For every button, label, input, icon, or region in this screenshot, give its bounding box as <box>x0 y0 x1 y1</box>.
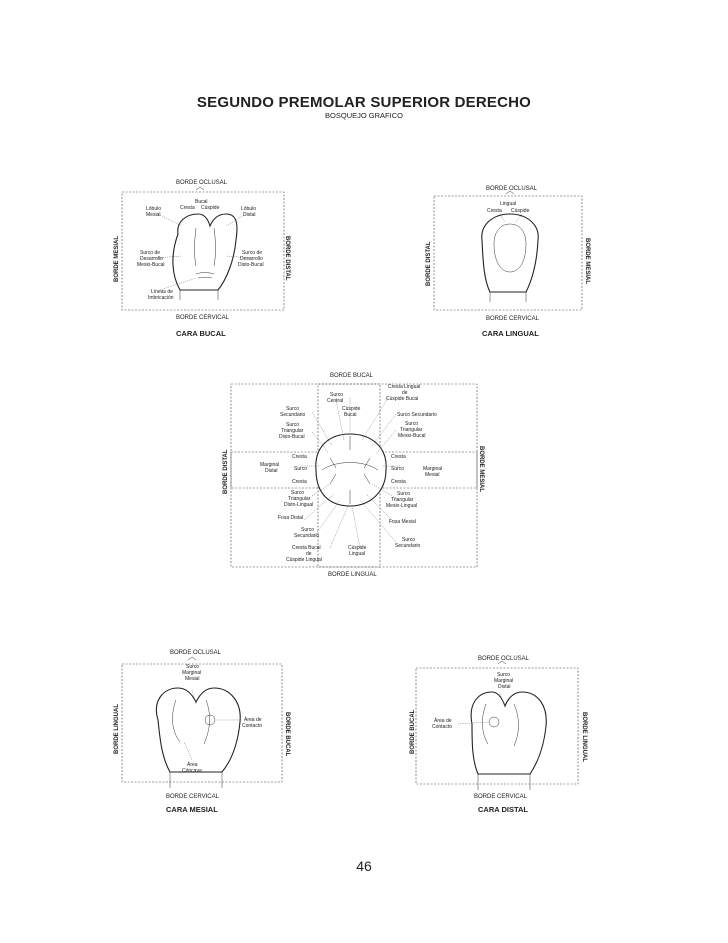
oclusal-label-surco-tri-mb-1: Surco <box>405 421 419 427</box>
oclusal-label-surco-tri-dl-3: Disto-Lingual <box>284 502 314 508</box>
oclusal-right-label: BORDE MESIAL <box>478 446 484 493</box>
bucal-label-cuspide: Cúspide <box>201 205 220 211</box>
mesial-crown <box>156 688 240 772</box>
lingual-crown <box>482 214 538 292</box>
oclusal-label-surco-central-1: Surco <box>330 392 344 398</box>
oclusal-label-fosa-mesial: Fosa Mesial <box>389 519 416 525</box>
oclusal-label-surco-l: Surco <box>294 466 308 472</box>
distal-caption: CARA DISTAL <box>478 805 528 814</box>
oclusal-label-surco-sec-br1: Surco <box>402 537 416 543</box>
distal-right-label: BORDE LINGUAL <box>581 712 587 762</box>
oclusal-label-surco-tri-db-2: Triangular <box>281 428 304 434</box>
mesial-view <box>114 650 290 814</box>
oclusal-label-cresta-bucal-1: Cresta Bucal <box>292 545 321 551</box>
mesial-right-label: BORDE BUCAL <box>284 712 290 757</box>
mesial-bottom-label: BORDE CERVICAL <box>166 794 219 800</box>
oclusal-label-surco-sec-l1: Surco <box>286 406 300 412</box>
bucal-label-surco-mb-3: Mesio-Bucal <box>137 262 165 268</box>
mesial-label-area-2: Contacto <box>242 723 263 729</box>
page-title: SEGUNDO PREMOLAR SUPERIOR DERECHO <box>196 94 532 111</box>
bucal-label-lobulo-distal-2: Distal <box>243 212 256 218</box>
oclusal-label-cuspide-bucal-1: Cúspide <box>342 406 361 412</box>
oclusal-label-marginal-distal-1: Marginal <box>260 462 280 468</box>
distal-root <box>478 774 530 790</box>
oclusal-label-cuspide-lingual-2: Lingual <box>349 551 366 557</box>
lingual-label-cresta: Cresta <box>487 208 502 214</box>
bucal-crown <box>173 214 237 290</box>
oclusal-label-cresta-bucal-3: Cúspide Lingual <box>286 557 322 563</box>
oclusal-label-surco-sec-b2: Secundario <box>294 533 320 539</box>
oclusal-label-cuspide-lingual-1: Cúspide <box>348 545 367 551</box>
distal-label-area-1: Área de <box>434 718 452 724</box>
bucal-label-lobulo-mesial-1: Lóbulo <box>146 206 162 212</box>
distal-bottom-label: BORDE CERVICAL <box>474 794 527 800</box>
lingual-bottom-label: BORDE CERVICAL <box>486 316 539 322</box>
bucal-label-surco-db-1: Surco de <box>242 250 263 256</box>
oclusal-label-cresta-l2: Cresta <box>292 479 307 485</box>
distal-view <box>410 656 587 814</box>
mesial-label-concava-2: Cóncava <box>182 768 202 774</box>
oclusal-label-cresta-r2: Cresta <box>391 479 406 485</box>
oclusal-label-surco-tri-dl-2: Triangular <box>288 496 311 502</box>
oclusal-label-surco-tri-db-3: Disto-Bucal <box>279 434 305 440</box>
mesial-top-brace <box>188 657 196 660</box>
oclusal-label-surco-sec-l2: Secundario <box>280 412 306 418</box>
mesial-left-label: BORDE LINGUAL <box>114 704 120 754</box>
bucal-label-lobulo-distal-1: Lóbulo <box>241 206 257 212</box>
mesial-label-area-1: Área de <box>244 717 262 723</box>
lingual-top-label: BORDE OCLUSAL <box>486 186 538 192</box>
bucal-caption: CARA BUCAL <box>176 329 226 338</box>
oclusal-label-surco-r: Surco <box>391 466 405 472</box>
oclusal-label-marginal-distal-2: Distal <box>265 468 278 474</box>
bucal-label-bucal: Bucal <box>195 199 208 205</box>
mesial-top-label: BORDE OCLUSAL <box>170 650 222 656</box>
oclusal-view <box>223 373 484 578</box>
oclusal-label-cresta-lingual-3: Cúspide Bucal <box>386 396 419 402</box>
bucal-label-lobulo-mesial-2: Mesial <box>146 212 161 218</box>
distal-label-surco-3: Distal <box>498 684 511 690</box>
mesial-label-surco-1: Surco <box>186 664 200 670</box>
bucal-bottom-label: BORDE CERVICAL <box>176 315 229 321</box>
mesial-label-surco-3: Mesial <box>185 676 200 682</box>
distal-crown <box>471 692 546 774</box>
oclusal-label-marginal-mesial-2: Mesial <box>425 472 440 478</box>
bucal-right-label: BORDE DISTAL <box>284 236 290 281</box>
distal-label-surco-2: Marginal <box>494 678 514 684</box>
page-number: 46 <box>356 858 372 874</box>
bucal-view <box>114 180 290 338</box>
bucal-label-lineas-2: Imbricación <box>148 295 174 301</box>
oclusal-label-fosa-distal: Fosa Distal <box>278 515 304 521</box>
bucal-label-surco-mb-1: Surco de <box>140 250 161 256</box>
oclusal-label-surco-tri-dl-1: Surco <box>291 490 305 496</box>
lingual-root <box>490 292 526 302</box>
oclusal-label-surco-tri-db-1: Surco <box>286 422 300 428</box>
mesial-label-surco-2: Marginal <box>182 670 202 676</box>
oclusal-label-cresta-r: Cresta <box>391 454 406 460</box>
oclusal-left-label: BORDE DISTAL <box>223 449 229 494</box>
page-subtitle: BOSQUEJO GRAFICO <box>325 111 403 120</box>
oclusal-bottom-label: BORDE LINGUAL <box>328 572 377 578</box>
distal-left-label: BORDE BUCAL <box>410 709 416 754</box>
distal-top-label: BORDE OCLUSAL <box>478 656 530 662</box>
oclusal-label-surco-tri-ml-3: Mesio-Lingual <box>386 503 418 509</box>
oclusal-label-cresta-lingual-2: de <box>402 390 408 396</box>
lingual-label-lingual: Lingual <box>500 201 517 207</box>
lingual-left-label: BORDE DISTAL <box>426 241 432 286</box>
bucal-top-label: BORDE OCLUSAL <box>176 180 228 186</box>
oclusal-label-surco-tri-mb-2: Triangular <box>400 427 423 433</box>
lingual-right-label: BORDE MESIAL <box>584 238 590 285</box>
oclusal-label-surco-bucal-sec: Surco Secundario <box>397 412 437 418</box>
bucal-label-lineas-1: Líneas de <box>151 289 173 295</box>
oclusal-label-cresta-bucal-2: de <box>306 551 312 557</box>
bucal-root <box>180 290 218 300</box>
mesial-root <box>170 772 222 788</box>
bucal-label-surco-db-2: Desarrollo <box>240 256 263 262</box>
bucal-top-brace <box>196 187 204 190</box>
oclusal-crown <box>316 434 386 506</box>
lingual-caption: CARA LINGUAL <box>482 329 539 338</box>
bucal-left-label: BORDE MESIAL <box>114 235 120 282</box>
oclusal-label-cresta-l: Cresta <box>292 454 307 460</box>
lingual-view <box>426 186 590 338</box>
mesial-label-concava-1: Área <box>187 762 198 768</box>
oclusal-label-surco-central-2: Central <box>327 398 344 404</box>
oclusal-label-cuspide-bucal-2: Bucal <box>344 412 357 418</box>
oclusal-label-surco-tri-mb-3: Mesio-Bucal <box>398 433 426 439</box>
oclusal-top-label: BORDE BUCAL <box>330 373 374 379</box>
oclusal-label-surco-sec-br2: Secundario <box>395 543 421 549</box>
oclusal-label-marginal-mesial-1: Marginal <box>423 466 443 472</box>
distal-label-area-2: Contacto <box>432 724 453 730</box>
oclusal-label-surco-sec-b1: Surco <box>301 527 315 533</box>
oclusal-label-cresta-lingual-1: Cresta Lingual <box>388 384 421 390</box>
bucal-label-surco-mb-2: Desarrollo <box>140 256 163 262</box>
distal-label-surco-1: Surco <box>497 672 511 678</box>
oclusal-label-surco-tri-ml-2: Triangular <box>391 497 414 503</box>
mesial-caption: CARA MESIAL <box>166 805 218 814</box>
lingual-label-cuspide: Cúspide <box>511 208 530 214</box>
bucal-label-cresta: Cresta <box>180 205 195 211</box>
oclusal-label-surco-tri-ml-1: Surco <box>397 491 411 497</box>
bucal-label-surco-db-3: Disto-Bucal <box>238 262 264 268</box>
